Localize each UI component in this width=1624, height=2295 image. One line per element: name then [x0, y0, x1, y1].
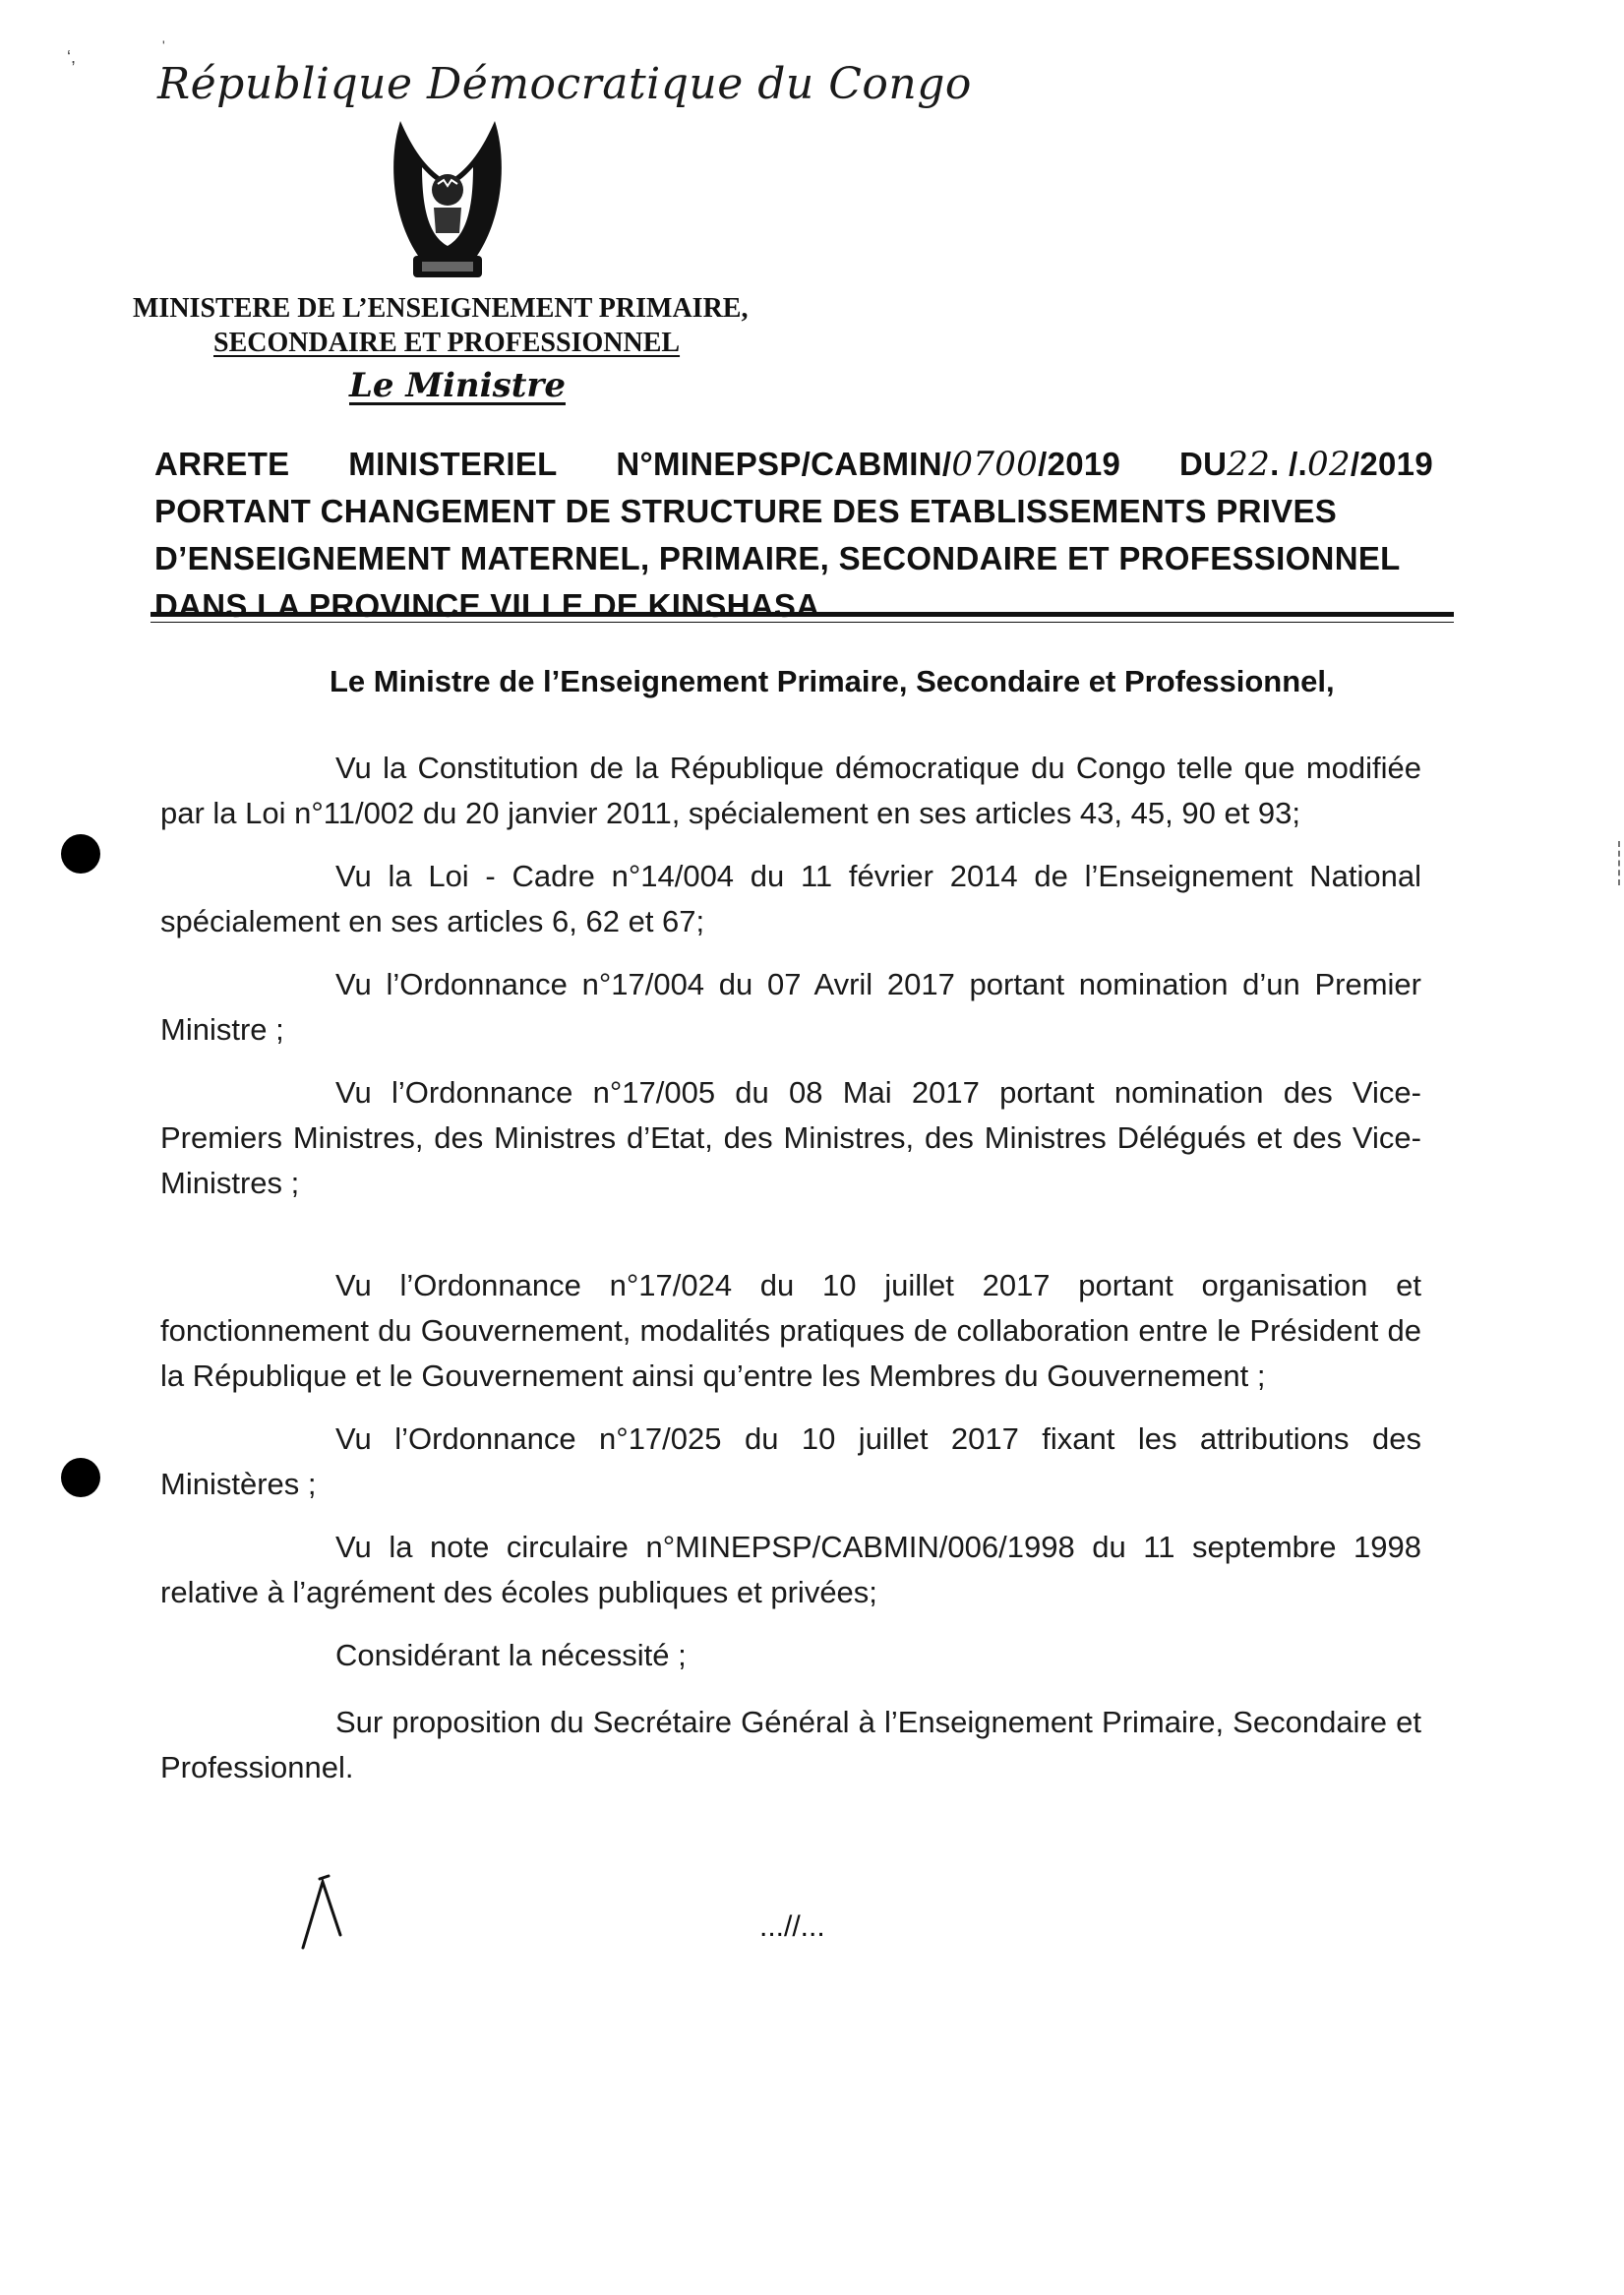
decree-date — [1179, 441, 1433, 488]
date-separator: . /. — [1270, 446, 1308, 482]
reference-prefix: N°MINEPSP/CABMIN/ — [616, 446, 952, 482]
handwritten-initials — [293, 1874, 352, 1958]
date-prefix: DU — [1179, 446, 1228, 482]
decree-title-line1 — [154, 441, 1433, 488]
decree-title-line2: PORTANT CHANGEMENT DE STRUCTURE DES ETABLISSEMENTS PRIVES — [154, 493, 1338, 529]
preamble-paragraph: Vu l’Ordonnance n°17/005 du 08 Mai 2017 portant nomination des Vice-Premiers Ministres, des Ministres d’Etat, des Ministres, des Ministres Délégués et des Vice-Ministres ; — [160, 1075, 1421, 1200]
preamble-paragraph: Vu la Loi - Cadre n°14/004 du 11 février 2014 de l’Enseignement National spécialement en ses articles 6, 62 et 67; — [160, 859, 1421, 938]
title-word: MINISTERIEL — [348, 446, 558, 482]
scan-mark: ' — [162, 37, 165, 53]
punch-hole — [61, 1458, 100, 1497]
scan-mark: ‘, — [67, 47, 76, 67]
title-divider-thick — [150, 612, 1454, 617]
coat-of-arms-emblem — [379, 113, 516, 290]
ministry-name-line2: SECONDAIRE ET PROFESSIONNEL — [213, 328, 681, 358]
decree-preamble — [160, 746, 1421, 1808]
handwritten-number: 0700 — [951, 445, 1039, 484]
decree-title-line3: D’ENSEIGNEMENT MATERNEL, PRIMAIRE, SECONDAIRE ET PROFESSIONNEL — [154, 540, 1401, 576]
scan-edge-mark — [1618, 841, 1622, 885]
ministry-name-line1: MINISTERE DE L’ENSEIGNEMENT PRIMAIRE, — [133, 293, 749, 324]
preamble-paragraph: Vu l’Ordonnance n°17/004 du 07 Avril 2017 portant nomination d’un Premier Ministre ; — [160, 967, 1421, 1047]
preamble-paragraph: Vu la Constitution de la République démocratique du Congo telle que modifiée par la Loi n°11/002 du 20 janvier 2011, spécialement en ses articles 43, 45, 90 et 93; — [160, 751, 1421, 830]
date-year: /2019 — [1350, 446, 1433, 482]
preamble-paragraph: Vu l’Ordonnance n°17/025 du 10 juillet 2017 fixant les attributions des Ministères ; — [160, 1421, 1421, 1501]
le-ministre-heading: Le Ministre — [349, 366, 566, 405]
republic-heading: République Démocratique du Congo — [157, 59, 972, 109]
preamble-paragraph: Sur proposition du Secrétaire Général à l’Enseignement Primaire, Secondaire et Professionnel. — [160, 1705, 1421, 1784]
preamble-paragraph: Vu l’Ordonnance n°17/024 du 10 juillet 2017 portant organisation et fonctionnement du Gouvernement, modalités pratiques de collaboration entre le Président de la République et le Gouvernement ainsi qu’entre les Membres du Gouvernement ; — [160, 1268, 1421, 1393]
title-word: ARRETE — [154, 446, 290, 482]
reference-year: /2019 — [1038, 446, 1121, 482]
decree-title — [154, 441, 1433, 630]
decree-title-line4: DANS LA PROVINCE VILLE DE KINSHASA. — [154, 587, 829, 624]
handwritten-month: 02 — [1307, 445, 1351, 484]
punch-hole — [61, 834, 100, 874]
continuation-mark: ...//... — [759, 1910, 825, 1943]
title-divider-thin — [150, 622, 1454, 623]
preamble-paragraph: Vu la note circulaire n°MINEPSP/CABMIN/006/1998 du 11 septembre 1998 relative à l’agrément des écoles publiques et privées; — [160, 1530, 1421, 1609]
intro-line: Le Ministre de l’Enseignement Primaire, Secondaire et Professionnel, — [330, 664, 1335, 698]
preamble-paragraph: Considérant la nécessité ; — [335, 1638, 687, 1672]
decree-reference — [616, 441, 1120, 488]
handwritten-day: 22 — [1227, 445, 1271, 484]
